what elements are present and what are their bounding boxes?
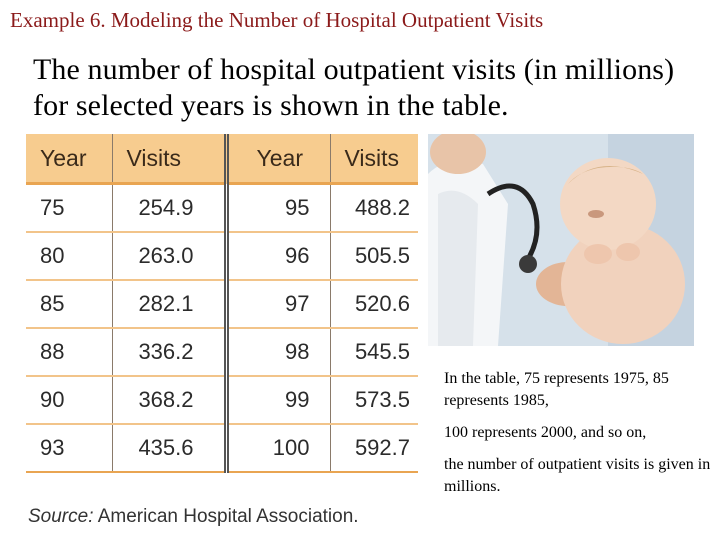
caption-line-2: 100 represents 2000, and so on, xyxy=(444,424,647,441)
cell-visits-2: 488.2 xyxy=(330,184,418,233)
cell-year-2: 99 xyxy=(226,376,330,424)
cell-year-2: 100 xyxy=(226,424,330,472)
cell-visits-2: 520.6 xyxy=(330,280,418,328)
table-row xyxy=(26,184,418,233)
table-header-row xyxy=(26,134,418,184)
intro-text: The number of hospital outpatient visits (in millions) for selected years is shown in the table. xyxy=(33,53,675,122)
cell-visits-1: 435.6 xyxy=(112,424,226,472)
header-year-1: Year xyxy=(26,134,112,184)
table-row xyxy=(26,376,418,424)
cell-year-1: 90 xyxy=(26,376,112,424)
caption xyxy=(444,368,714,514)
cell-visits-1: 336.2 xyxy=(112,328,226,376)
visits-table xyxy=(26,134,418,473)
cell-visits-1: 263.0 xyxy=(112,232,226,280)
cell-year-1: 80 xyxy=(26,232,112,280)
cell-year-2: 96 xyxy=(226,232,330,280)
cell-year-2: 97 xyxy=(226,280,330,328)
source-note xyxy=(28,506,359,528)
cell-year-1: 75 xyxy=(26,184,112,233)
cell-year-1: 85 xyxy=(26,280,112,328)
table-row xyxy=(26,232,418,280)
doctor-baby-photo xyxy=(428,134,694,346)
cell-year-1: 93 xyxy=(26,424,112,472)
cell-visits-2: 505.5 xyxy=(330,232,418,280)
cell-year-2: 95 xyxy=(226,184,330,233)
cell-year-2: 98 xyxy=(226,328,330,376)
source-text: American Hospital Association. xyxy=(97,506,359,527)
table-row xyxy=(26,280,418,328)
cell-visits-1: 368.2 xyxy=(112,376,226,424)
cell-visits-2: 592.7 xyxy=(330,424,418,472)
caption-line-3: the number of outpatient visits is given in millions. xyxy=(444,456,711,495)
table-row xyxy=(26,424,418,472)
header-visits-1: Visits xyxy=(112,134,226,184)
visits-table-container xyxy=(26,134,418,496)
photo-illustration xyxy=(428,134,694,346)
cell-visits-2: 573.5 xyxy=(330,376,418,424)
caption-line-1: In the table, 75 represents 1975, 85 represents 1985, xyxy=(444,370,669,409)
table-row xyxy=(26,328,418,376)
cell-visits-1: 254.9 xyxy=(112,184,226,233)
cell-visits-2: 545.5 xyxy=(330,328,418,376)
slide-title: Example 6. Modeling the Number of Hospital Outpatient Visits xyxy=(10,8,544,32)
cell-year-1: 88 xyxy=(26,328,112,376)
cell-visits-1: 282.1 xyxy=(112,280,226,328)
header-year-2: Year xyxy=(226,134,330,184)
header-visits-2: Visits xyxy=(330,134,418,184)
source-label: Source: xyxy=(28,506,94,527)
